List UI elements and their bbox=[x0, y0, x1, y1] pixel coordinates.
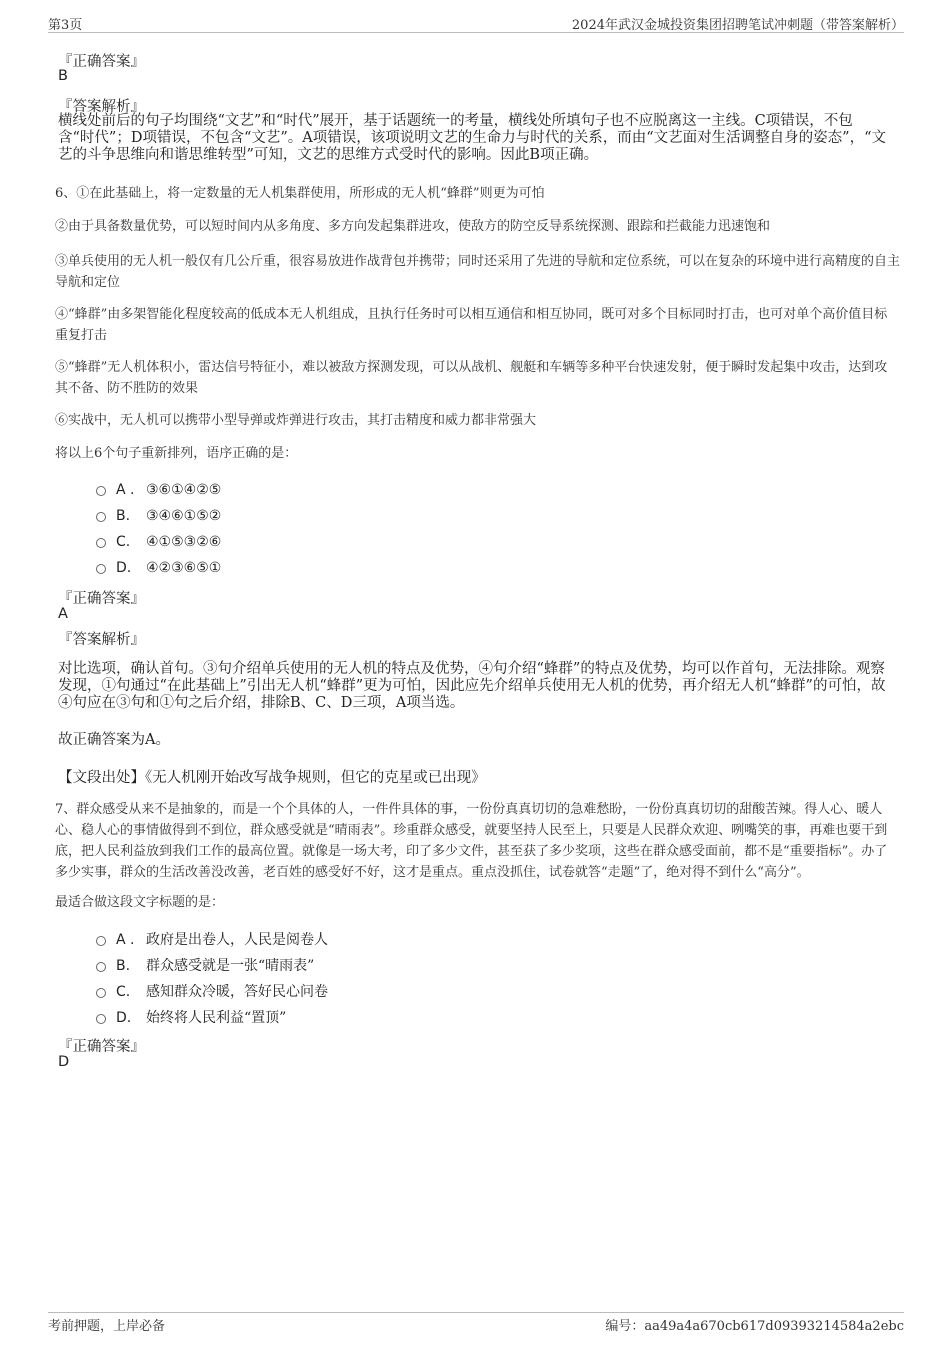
radio-icon[interactable] bbox=[96, 988, 106, 998]
q5-answer-label: 『正确答案』 bbox=[58, 54, 145, 70]
q6-analysis-label: 『答案解析』 bbox=[58, 632, 145, 648]
option-letter: A . bbox=[116, 932, 135, 948]
q6-sentence-6: ⑥实战中，无人机可以携带小型导弹或炸弹进行攻击，其打击精度和威力都非常强大 bbox=[55, 413, 537, 428]
option-text: ④②③⑥⑤① bbox=[146, 560, 222, 576]
document-code: 编号：aa49a4a670cb617d09393214584a2ebc bbox=[605, 1319, 904, 1334]
radio-icon[interactable] bbox=[96, 1014, 106, 1024]
q6-sentence-3: ③单兵使用的无人机一般仅有几公斤重，很容易放进作战背包并携带；同时还采用了先进的导航和定位系统，可以在复杂的环境中进行高精度的自主导航和定位 bbox=[55, 254, 901, 290]
q6-option-b[interactable] bbox=[96, 508, 221, 524]
q6-option-a[interactable] bbox=[96, 482, 221, 498]
radio-icon[interactable] bbox=[96, 564, 106, 574]
q6-answer-label: 『正确答案』 bbox=[58, 591, 145, 607]
radio-icon[interactable] bbox=[96, 538, 106, 548]
option-text: ③④⑥①⑤② bbox=[146, 508, 222, 524]
option-text: ④①⑤③②⑥ bbox=[146, 534, 222, 550]
option-text: 政府是出卷人，人民是阅卷人 bbox=[146, 932, 328, 948]
q7-prompt: 最适合做这段文字标题的是： bbox=[55, 895, 225, 910]
radio-icon[interactable] bbox=[96, 936, 106, 946]
option-letter: B. bbox=[116, 508, 131, 524]
q6-sentence-4: ④“蜂群”由多架智能化程度较高的低成本无人机组成，且执行任务时可以相互通信和相互协同，既可对多个目标同时打击，也可对单个高价值目标重复打击 bbox=[55, 307, 888, 343]
q7-answer-label: 『正确答案』 bbox=[58, 1039, 145, 1055]
radio-icon[interactable] bbox=[96, 962, 106, 972]
option-letter: C. bbox=[116, 984, 131, 1000]
q6-sentence-5: ⑤“蜂群”无人机体积小，雷达信号特征小，难以被敌方探测发现，可以从战机、舰艇和车辆等多种平台快速发射，便于瞬时发起集中攻击，达到攻其不备、防不胜防的效果 bbox=[55, 360, 888, 396]
q6-option-d[interactable] bbox=[96, 560, 221, 576]
option-letter: A . bbox=[116, 482, 135, 498]
q6-option-c[interactable] bbox=[96, 534, 221, 550]
q7-passage: 7、群众感受从来不是抽象的，而是一个个具体的人，一件件具体的事，一份份真真切切的急难愁盼，一份份真真切切的甜酸苦辣。得人心、暖人心、稳人心的事情做得到不到位，群众感受就是“晴雨表”。珍重群众感受，就要坚持人民至上，只要是人民群众欢迎、咧嘴笑的事，再难也要干到底，把人民利益放到我们工作的最高位置。就像是一场大考，印了多少文件，甚至获了多少奖项，这些在群众感受面前，都不是“重要指标”。办了多少实事，群众的生活改善没改善，老百姓的感受好不好，这才是重点。重点没抓住，试卷就答“走题”了，绝对得不到什么“高分”。 bbox=[55, 802, 888, 880]
q7-option-b[interactable] bbox=[96, 955, 314, 975]
page-footer bbox=[48, 1312, 904, 1333]
option-letter: B. bbox=[116, 958, 131, 974]
q7-option-d[interactable] bbox=[96, 1007, 286, 1027]
q5-analysis-label: 『答案解析』 bbox=[58, 99, 145, 115]
page-number: 第3页 bbox=[48, 18, 83, 33]
q6-source: 【文段出处】《无人机刚开始改写战争规则，但它的克星或已出现》 bbox=[58, 770, 486, 786]
q7-answer: D bbox=[58, 1054, 70, 1070]
footer-slogan: 考前押题，上岸必备 bbox=[48, 1319, 166, 1334]
option-letter: D. bbox=[116, 1010, 132, 1026]
option-text: 始终将人民利益“置顶” bbox=[146, 1010, 287, 1026]
option-text: ③⑥①④②⑤ bbox=[146, 482, 222, 498]
q6-sentence-1: 6、①在此基础上，将一定数量的无人机集群使用，所形成的无人机“蜂群”则更为可怕 bbox=[55, 186, 545, 201]
q6-answer: A bbox=[58, 606, 68, 622]
page-header bbox=[48, 14, 904, 33]
q5-answer: B bbox=[58, 68, 68, 84]
q6-prompt: 将以上6个句子重新排列，语序正确的是： bbox=[55, 446, 298, 461]
q6-sentence-2: ②由于具备数量优势，可以短时间内从多角度、多方向发起集群进攻，使敌方的防空反导系统探测、跟踪和拦截能力迅速饱和 bbox=[55, 219, 771, 234]
q6-conclusion: 故正确答案为A。 bbox=[58, 732, 170, 748]
option-text: 群众感受就是一张“晴雨表” bbox=[146, 958, 315, 974]
q7-option-a[interactable] bbox=[96, 929, 328, 949]
q5-analysis: 横线处前后的句子均围绕“文艺”和“时代”展开，基于话题统一的考量，横线处所填句子也不应脱离这一主线。C项错误，不包含“时代”；D项错误，不包含“文艺”。A项错误，该项说明文艺的生命力与时代的关系，而由“文艺面对生活调整自身的姿态”，“文艺的斗争思维向和谐思维转型”可知，文艺的思维方式受时代的影响。因此B项正确。 bbox=[58, 113, 886, 163]
q6-analysis: 对比选项，确认首句。③句介绍单兵使用的无人机的特点及优势，④句介绍“蜂群”的特点及优势，均可以作首句，无法排除。观察发现，①句通过“在此基础上”引出无人机“蜂群”更为可怕，因此应先介绍单兵使用无人机的优势，再介绍无人机“蜂群”的可怕，故④句应在③句和①句之后介绍，排除B、C、D三项，A项当选。 bbox=[58, 661, 886, 711]
option-text: 感知群众冷暖，答好民心问卷 bbox=[146, 984, 328, 1000]
option-letter: D. bbox=[116, 560, 132, 576]
q7-option-c[interactable] bbox=[96, 981, 328, 1001]
radio-icon[interactable] bbox=[96, 512, 106, 522]
option-letter: C. bbox=[116, 534, 131, 550]
radio-icon[interactable] bbox=[96, 486, 106, 496]
document-title: 2024年武汉金城投资集团招聘笔试冲刺题（带答案解析） bbox=[571, 18, 904, 33]
